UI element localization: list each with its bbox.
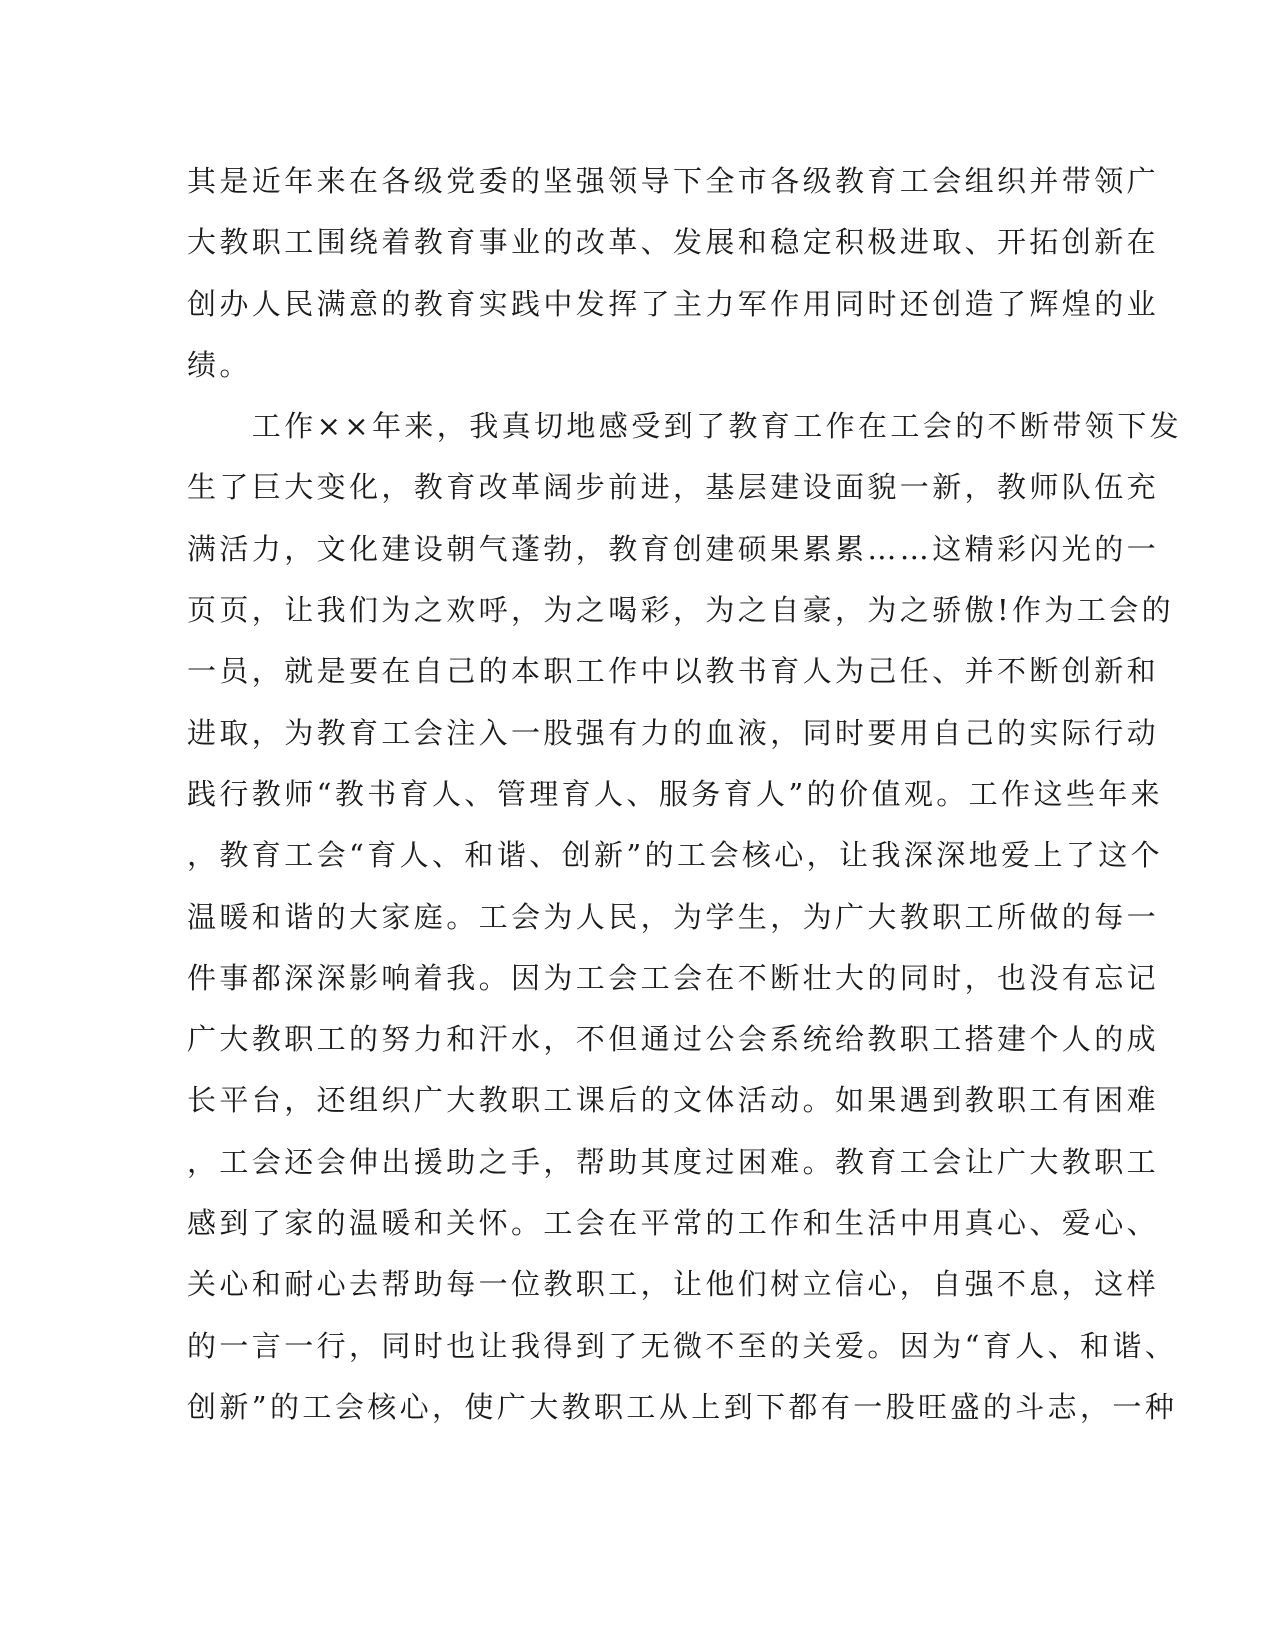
text-line: 件事都深深影响着我。因为工会工会在不断壮大的同时，也没有忘记 xyxy=(187,960,1160,995)
text-line: 创办人民满意的教育实践中发挥了主力军作用同时还创造了辉煌的业 xyxy=(187,286,1160,321)
text-line: 关心和耐心去帮助每一位教职工，让他们树立信心，自强不息，这样 xyxy=(187,1267,1160,1302)
text-line: 长平台，还组织广大教职工课后的文体活动。如果遇到教职工有困难 xyxy=(187,1083,1160,1118)
text-line: 进取，为教育工会注入一股强有力的血液，同时要用自己的实际行动 xyxy=(187,715,1160,750)
text-line: 大教职工围绕着教育事业的改革、发展和稳定积极进取、开拓创新在 xyxy=(187,225,1160,260)
text-line: 满活力，文化建设朝气蓬勃，教育创建硕果累累……这精彩闪光的一 xyxy=(187,531,1160,566)
text-line: 生了巨大变化，教育改革阔步前进，基层建设面貌一新，教师队伍充 xyxy=(187,470,1160,505)
text-line: 一员，就是要在自己的本职工作中以教书育人为己任、并不断创新和 xyxy=(187,654,1160,689)
text-line: 践行教师“教书育人、管理育人、服务育人”的价值观。工作这些年来 xyxy=(187,776,1164,811)
text-line: ，教育工会“育人、和谐、创新”的工会核心，让我深深地爱上了这个 xyxy=(187,838,1164,873)
text-line: 页页，让我们为之欢呼，为之喝彩，为之自豪，为之骄傲!作为工会的 xyxy=(187,593,1175,628)
text-line: ，工会还会伸出援助之手，帮助其度过困难。教育工会让广大教职工 xyxy=(187,1144,1160,1179)
text-line: 感到了家的温暖和关怀。工会在平常的工作和生活中用真心、爱心、 xyxy=(187,1206,1160,1241)
text-line: 绩。 xyxy=(187,347,252,382)
paragraph-start-line: 工作××年来，我真切地感受到了教育工作在工会的不断带领下发 xyxy=(187,409,1182,444)
text-line: 的一言一行，同时也让我得到了无微不至的关爱。因为“育人、和谐、 xyxy=(187,1328,1178,1363)
text-line: 广大教职工的努力和汗水，不但通过公会系统给教职工搭建个人的成 xyxy=(187,1022,1160,1057)
text-line: 温暖和谐的大家庭。工会为人民，为学生，为广大教职工所做的每一 xyxy=(187,899,1160,934)
text-line: 其是近年来在各级党委的坚强领导下全市各级教育工会组织并带领广 xyxy=(187,164,1160,198)
text-line: 创新”的工会核心，使广大教职工从上到下都有一股旺盛的斗志，一种 xyxy=(187,1389,1178,1424)
body-text xyxy=(187,162,1182,1449)
